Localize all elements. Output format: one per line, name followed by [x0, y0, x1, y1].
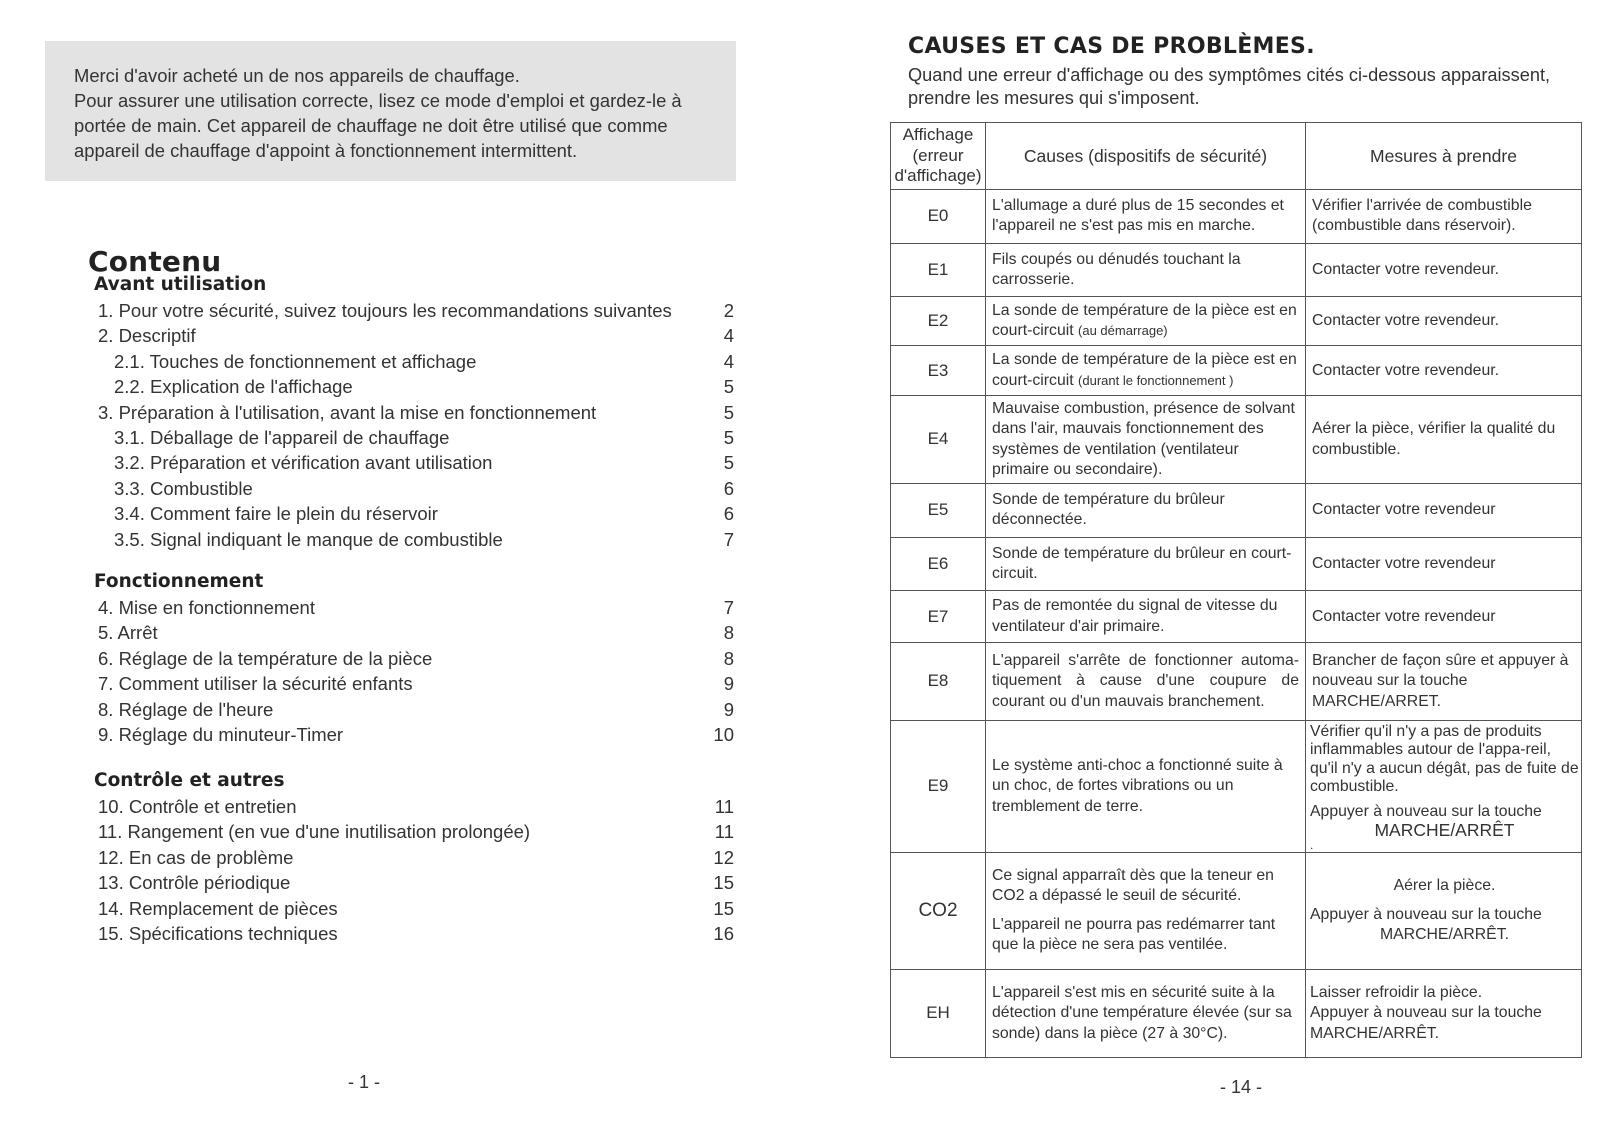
action-text: MARCHE/ARRÊT.: [1379, 926, 1510, 944]
toc-item-label: 3.2. Préparation et vérification avant utilisation: [114, 452, 493, 474]
toc-item[interactable]: [0, 595, 760, 620]
toc-item-page: 5: [723, 452, 734, 474]
error-cause: Sonde de température du brûleur déconnectée.: [986, 483, 1306, 537]
action-dot: .: [1310, 837, 1314, 852]
intro-box: [45, 41, 736, 181]
error-code: CO2: [891, 853, 986, 969]
toc-item[interactable]: [0, 527, 760, 552]
error-action: Brancher de façon sûre et appuyer à nouveau sur la touche MARCHE/ARRET.: [1306, 643, 1582, 720]
toc-item[interactable]: [0, 722, 760, 747]
toc-item[interactable]: [0, 501, 760, 526]
subtitle-line: Quand une erreur d'affichage ou des symptômes cités ci-dessous apparaissent,: [908, 65, 1551, 85]
cause-text: La sonde de température de la pièce est en court-circuit: [992, 301, 1297, 340]
table-row: [891, 297, 1582, 346]
toc-item-label: 3. Préparation à l'utilisation, avant la mise en fonctionnement: [98, 401, 597, 423]
toc-item-label: 1. Pour votre sécurité, suivez toujours les recommandations suivantes: [98, 300, 672, 321]
toc-item-label: 15. Spécifications techniques: [98, 922, 338, 944]
action-text: Laisser refroidir la pièce.: [1310, 983, 1483, 1001]
toc-list-avant-utilisation: [0, 298, 760, 552]
toc-item-label: 5. Arrêt: [98, 622, 158, 644]
error-code: E3: [891, 346, 986, 396]
toc-item-page: 7: [723, 528, 734, 550]
toc-item-label: 2. Descriptif: [98, 325, 196, 347]
toc-item[interactable]: [0, 819, 760, 844]
error-code: E4: [891, 396, 986, 483]
cause-text: L'appareil ne pourra pas redémarrer tant que la pièce ne sera pas ventilée.: [992, 915, 1276, 954]
toc-item-page: 11: [714, 796, 734, 817]
toc-item-page: 11: [714, 821, 734, 843]
table-row: [891, 346, 1582, 396]
toc-item[interactable]: [0, 349, 760, 374]
table-row: [891, 591, 1582, 643]
toc-item[interactable]: [0, 620, 760, 645]
error-code: E9: [891, 720, 986, 852]
toc-item-page: 15: [713, 872, 734, 894]
header-display: [891, 123, 986, 190]
toc-item-label: 9. Réglage du minuteur-Timer: [98, 723, 344, 745]
error-code: E7: [891, 591, 986, 643]
error-cause: [986, 346, 1306, 396]
toc-item[interactable]: [0, 921, 760, 946]
toc-item[interactable]: [0, 870, 760, 895]
toc-item-page: 5: [723, 426, 734, 448]
toc-section-title: Avant utilisation: [94, 274, 267, 295]
error-code: E5: [891, 483, 986, 537]
intro-line: appareil de chauffage d'appoint à fonctionnement intermittent.: [74, 140, 578, 161]
error-code: E0: [891, 189, 986, 243]
error-code: E1: [891, 243, 986, 296]
toc-item[interactable]: [0, 697, 760, 722]
error-code: E6: [891, 537, 986, 590]
error-table: [890, 122, 1582, 1058]
action-text: Vérifier qu'il n'y a pas de produits inflammables autour de l'appa-reil, qu'il n'y a aucun dégât, pas de fuite de combustible.: [1310, 722, 1579, 796]
error-cause: Pas de remontée du signal de vitesse du ventilateur d'air primaire.: [986, 591, 1306, 643]
table-row: [891, 243, 1582, 296]
toc-item-page: 8: [723, 647, 734, 669]
cause-text: Ce signal apparraît dès que la teneur en CO2 a dépassé le seuil de sécurité.: [992, 866, 1274, 905]
toc-item-label: 2.2. Explication de l'affichage: [114, 376, 353, 398]
toc-item[interactable]: [0, 845, 760, 870]
toc-item-page: 12: [713, 846, 734, 868]
error-cause: Sonde de température du brûleur en court-circuit.: [986, 537, 1306, 590]
toc-item[interactable]: [0, 450, 760, 475]
error-cause: [986, 297, 1306, 346]
toc-item[interactable]: [0, 794, 760, 819]
error-cause: Le système anti-choc a fonctionné suite à un choc, de fortes vibrations ou un tremblement de terre.: [986, 720, 1306, 852]
toc-title: Contenu: [88, 245, 222, 278]
action-text: Appuyer à nouveau sur la touche: [1310, 905, 1542, 923]
header-causes: Causes (dispositifs de sécurité): [986, 123, 1306, 190]
table-row: [891, 483, 1582, 537]
toc-item-label: 2.1. Touches de fonctionnement et affichage: [114, 350, 477, 372]
error-action: [1306, 969, 1582, 1057]
header-line: (erreur: [912, 145, 964, 165]
toc-item-label: 7. Comment utiliser la sécurité enfants: [98, 673, 413, 695]
error-action: Vérifier l'arrivée de combustible (combustible dans réservoir).: [1306, 189, 1582, 243]
page-number: - 1 -: [348, 1072, 381, 1092]
page-number: - 14 -: [1220, 1077, 1263, 1097]
error-action: Aérer la pièce, vérifier la qualité du combustible.: [1306, 396, 1582, 483]
error-code: E8: [891, 643, 986, 720]
action-text: MARCHE/ARRÊT: [1374, 820, 1515, 841]
toc-section-title: Fonctionnement: [94, 571, 264, 592]
table-row: [891, 643, 1582, 720]
toc-item[interactable]: [0, 425, 760, 450]
table-row: [891, 537, 1582, 590]
action-text: Appuyer à nouveau sur la touche: [1310, 802, 1542, 820]
subtitle-line: prendre les mesures qui s'imposent.: [908, 88, 1200, 108]
toc-item[interactable]: [0, 476, 760, 501]
toc-item-page: 7: [723, 597, 734, 618]
action-text: Appuyer à nouveau sur la touche: [1310, 1004, 1542, 1022]
toc-item-page: 4: [723, 350, 734, 372]
error-cause: Fils coupés ou dénudés touchant la carrosserie.: [986, 243, 1306, 296]
toc-item-label: 12. En cas de problème: [98, 846, 294, 868]
error-action: Contacter votre revendeur.: [1306, 243, 1582, 296]
toc-item-label: 11. Rangement (en vue d'une inutilisation prolongée): [98, 821, 531, 843]
toc-item-page: 6: [723, 477, 734, 499]
error-action: Contacter votre revendeur: [1306, 537, 1582, 590]
error-code: EH: [891, 969, 986, 1057]
toc-item[interactable]: [0, 671, 760, 696]
error-cause: L'appareil s'arrête de fonctionner automa-tiquement à cause d'une coupure de courant ou d'un mauvais branchement.: [986, 643, 1306, 720]
cause-note: (durant le fonctionnement ): [1078, 372, 1234, 388]
toc-item-label: 8. Réglage de l'heure: [98, 698, 274, 720]
toc-item[interactable]: [0, 896, 760, 921]
cause-note: (au démarrage): [1078, 323, 1168, 339]
error-cause: L'appareil s'est mis en sécurité suite à la détection d'une température élevée (sur sa sonde) dans la pièce (27 à 30°C).: [986, 969, 1306, 1057]
intro-line: portée de main. Cet appareil de chauffage ne doit être utilisé que comme: [74, 115, 668, 136]
table-row: [891, 853, 1582, 969]
table-row: [891, 189, 1582, 243]
error-action: Contacter votre revendeur.: [1306, 346, 1582, 396]
header-mesures: Mesures à prendre: [1306, 123, 1582, 190]
table-row: [891, 720, 1582, 852]
toc-item-page: 5: [723, 401, 734, 423]
toc-item[interactable]: [0, 298, 760, 323]
intro-line: Pour assurer une utilisation correcte, lisez ce mode d'emploi et gardez-le à: [74, 90, 682, 111]
toc-item-label: 4. Mise en fonctionnement: [98, 597, 315, 618]
toc-item[interactable]: [0, 323, 760, 348]
toc-item-label: 14. Remplacement de pièces: [98, 897, 338, 919]
header-line: Affichage: [902, 125, 974, 145]
toc-item[interactable]: [0, 646, 760, 671]
header-line: d'affichage): [894, 166, 982, 186]
toc-item-page: 8: [723, 622, 734, 644]
table-row: [891, 969, 1582, 1057]
toc-item-label: 3.5. Signal indiquant le manque de combustible: [114, 528, 503, 550]
toc-item-page: 6: [723, 503, 734, 525]
error-cause: Mauvaise combustion, présence de solvant dans l'air, mauvais fonctionnement des systèmes de ventilation (ventilateur primaire ou secondaire).: [986, 396, 1306, 483]
toc-item-page: 10: [713, 723, 734, 745]
error-action: [1306, 720, 1582, 852]
toc-item-page: 9: [723, 698, 734, 720]
error-cause: [986, 853, 1306, 969]
toc-item-label: 3.4. Comment faire le plein du réservoir: [114, 503, 438, 525]
toc-item-page: 15: [713, 897, 734, 919]
action-text: MARCHE/ARRÊT.: [1310, 1024, 1440, 1042]
toc-item[interactable]: [0, 374, 760, 399]
error-action: [1306, 853, 1582, 969]
error-action: Contacter votre revendeur.: [1306, 297, 1582, 346]
error-code: E2: [891, 297, 986, 346]
table-header-row: [891, 123, 1582, 190]
error-action: Contacter votre revendeur: [1306, 591, 1582, 643]
toc-list-fonctionnement: [0, 595, 760, 747]
toc-section-title: Contrôle et autres: [94, 770, 285, 791]
section-subtitle: [908, 64, 1588, 110]
toc-item[interactable]: [0, 400, 760, 425]
toc-item-label: 3.1. Déballage de l'appareil de chauffage: [114, 426, 450, 448]
section-title: CAUSES ET CAS DE PROBLÈMES.: [908, 34, 1315, 59]
intro-line: Merci d'avoir acheté un de nos appareils de chauffage.: [74, 65, 520, 86]
toc-item-page: 16: [713, 922, 734, 944]
cause-text: La sonde de température de la pièce est en court-circuit: [992, 351, 1297, 389]
toc-item-label: 10. Contrôle et entretien: [98, 796, 297, 817]
toc-item-label: 3.3. Combustible: [114, 477, 253, 499]
error-cause: L'allumage a duré plus de 15 secondes et l'appareil ne s'est pas mis en marche.: [986, 189, 1306, 243]
error-action: Contacter votre revendeur: [1306, 483, 1582, 537]
table-row: [891, 396, 1582, 483]
toc-item-page: 4: [723, 325, 734, 347]
left-page: [0, 0, 760, 1131]
action-text: Aérer la pièce.: [1393, 877, 1496, 895]
toc-item-page: 5: [723, 376, 734, 398]
toc-item-label: 6. Réglage de la température de la pièce: [98, 647, 433, 669]
toc-item-label: 13. Contrôle périodique: [98, 872, 291, 894]
toc-item-page: 9: [723, 673, 734, 695]
toc-list-controle: [0, 794, 760, 946]
toc-item-page: 2: [723, 300, 734, 321]
